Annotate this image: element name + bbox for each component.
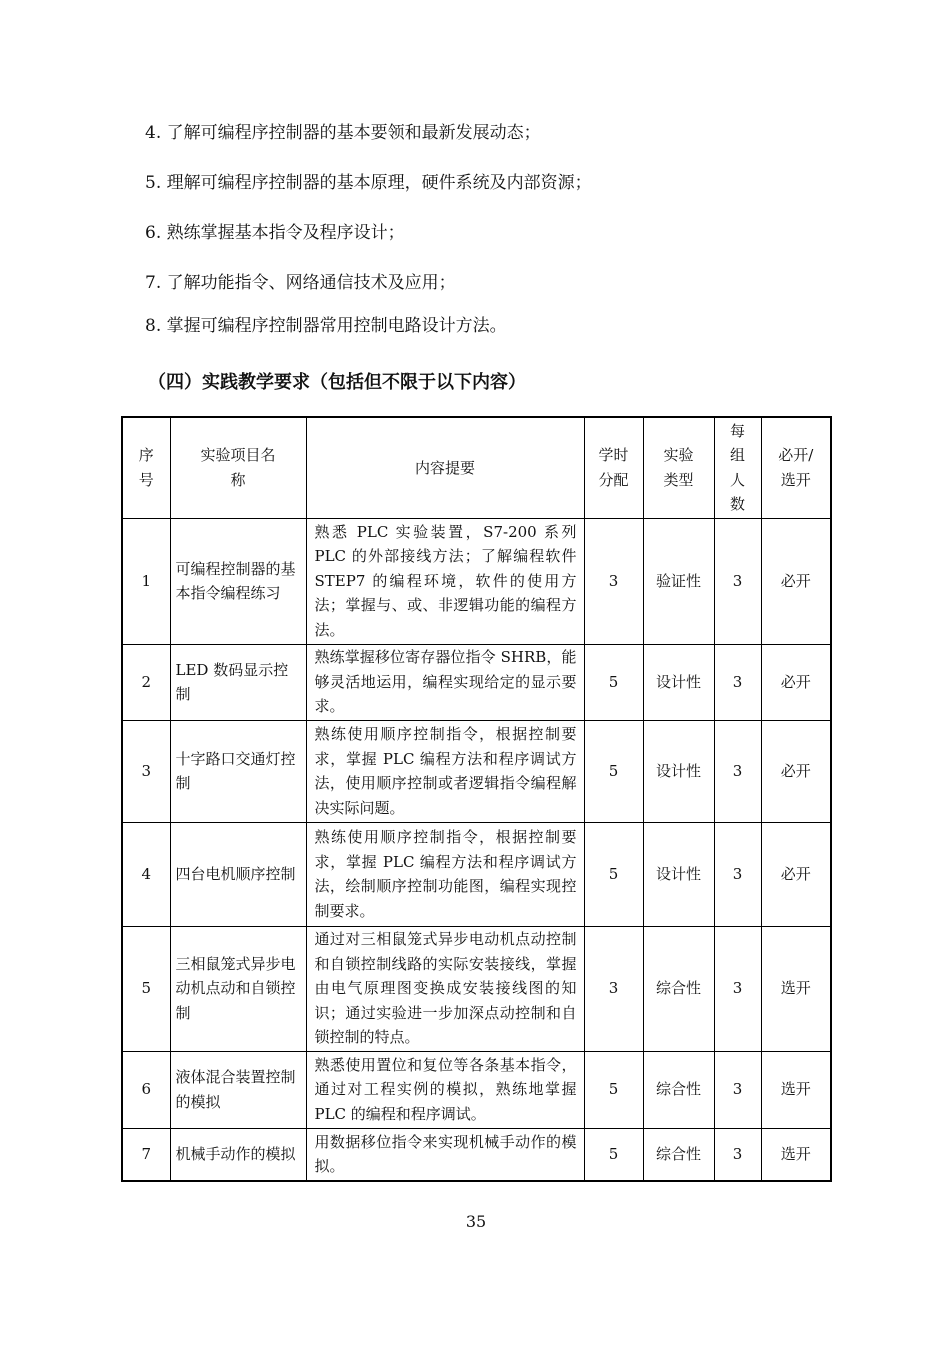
table-row [122, 644, 831, 720]
table-row [122, 1128, 831, 1181]
table-header-row [122, 417, 831, 518]
page-number: 35 [465, 1212, 487, 1231]
cell-content: 熟悉使用置位和复位等各条基本指令，通过对工程实例的模拟，熟练地掌握 PLC 的编程和程序调试。 [306, 1051, 584, 1128]
cell-index: 3 [122, 720, 170, 822]
cell-type: 综合性 [643, 1128, 714, 1181]
table-row [122, 518, 831, 644]
cell-hours: 5 [584, 1051, 643, 1128]
cell-type: 综合性 [643, 926, 714, 1051]
cell-name: 可编程控制器的基本指令编程练习 [170, 518, 306, 644]
table-row [122, 822, 831, 926]
cell-index: 2 [122, 644, 170, 720]
cell-type: 设计性 [643, 644, 714, 720]
cell-group: 3 [714, 1051, 761, 1128]
cell-name: 机械手动作的模拟 [170, 1128, 306, 1181]
cell-group: 3 [714, 518, 761, 644]
cell-required: 必开 [761, 644, 831, 720]
cell-content: 熟悉 PLC 实验装置，S7-200 系列 PLC 的外部接线方法；了解编程软件 STEP7 的编程环境，软件的使用方法；掌握与、或、非逻辑功能的编程方法。 [306, 518, 584, 644]
table-row [122, 1051, 831, 1128]
header-hours: 学时分配 [584, 417, 643, 518]
cell-required: 选开 [761, 1128, 831, 1181]
table-row [122, 720, 831, 822]
header-group: 每组人数 [714, 417, 761, 518]
cell-required: 必开 [761, 720, 831, 822]
cell-group: 3 [714, 1128, 761, 1181]
objective-item: 8. 掌握可编程序控制器常用控制电路设计方法。 [145, 316, 507, 336]
cell-required: 选开 [761, 926, 831, 1051]
cell-type: 验证性 [643, 518, 714, 644]
objective-item: 4. 了解可编程序控制器的基本要领和最新发展动态； [145, 123, 541, 143]
objectives-list [145, 119, 865, 340]
cell-group: 3 [714, 720, 761, 822]
cell-hours: 5 [584, 822, 643, 926]
cell-group: 3 [714, 644, 761, 720]
cell-content: 通过对三相鼠笼式异步电动机点动控制和自锁控制线路的实际安装接线，掌握由电气原理图变换成安装接线图的知识；通过实验进一步加深点动控制和自锁控制的特点。 [306, 926, 584, 1051]
cell-type: 设计性 [643, 720, 714, 822]
header-required: 必开/选开 [761, 417, 831, 518]
cell-name: 三相鼠笼式异步电动机点动和自锁控制 [170, 926, 306, 1051]
cell-index: 5 [122, 926, 170, 1051]
cell-content: 熟练掌握移位寄存器位指令 SHRB，能够灵活地运用，编程实现给定的显示要求。 [306, 644, 584, 720]
table-row [122, 926, 831, 1051]
cell-hours: 3 [584, 518, 643, 644]
cell-index: 7 [122, 1128, 170, 1181]
objective-item: 5. 理解可编程序控制器的基本原理，硬件系统及内部资源； [145, 173, 592, 193]
cell-name: 十字路口交通灯控制 [170, 720, 306, 822]
cell-name: 液体混合装置控制的模拟 [170, 1051, 306, 1128]
cell-required: 必开 [761, 822, 831, 926]
section-heading: （四）实践教学要求（包括但不限于以下内容） [148, 372, 526, 393]
cell-type: 设计性 [643, 822, 714, 926]
cell-content: 熟练使用顺序控制指令，根据控制要求，掌握 PLC 编程方法和程序调试方法，绘制顺序控制功能图，编程实现控制要求。 [306, 822, 584, 926]
cell-group: 3 [714, 822, 761, 926]
cell-index: 6 [122, 1051, 170, 1128]
experiment-table [121, 416, 832, 1182]
cell-content: 用数据移位指令来实现机械手动作的模拟。 [306, 1128, 584, 1181]
cell-name: 四台电机顺序控制 [170, 822, 306, 926]
cell-required: 选开 [761, 1051, 831, 1128]
cell-content: 熟练使用顺序控制指令，根据控制要求，掌握 PLC 编程方法和程序调试方法，使用顺序控制或者逻辑指令编程解决实际问题。 [306, 720, 584, 822]
cell-type: 综合性 [643, 1051, 714, 1128]
header-index: 序号 [122, 417, 170, 518]
header-content: 内容提要 [306, 417, 584, 518]
cell-hours: 3 [584, 926, 643, 1051]
cell-hours: 5 [584, 720, 643, 822]
header-name: 实验项目名称 [170, 417, 306, 518]
cell-required: 必开 [761, 518, 831, 644]
cell-group: 3 [714, 926, 761, 1051]
objective-item: 6. 熟练掌握基本指令及程序设计； [145, 223, 405, 243]
cell-hours: 5 [584, 1128, 643, 1181]
objective-item: 7. 了解功能指令、网络通信技术及应用； [145, 273, 456, 293]
cell-index: 1 [122, 518, 170, 644]
cell-name: LED 数码显示控制 [170, 644, 306, 720]
cell-hours: 5 [584, 644, 643, 720]
cell-index: 4 [122, 822, 170, 926]
header-type: 实验类型 [643, 417, 714, 518]
